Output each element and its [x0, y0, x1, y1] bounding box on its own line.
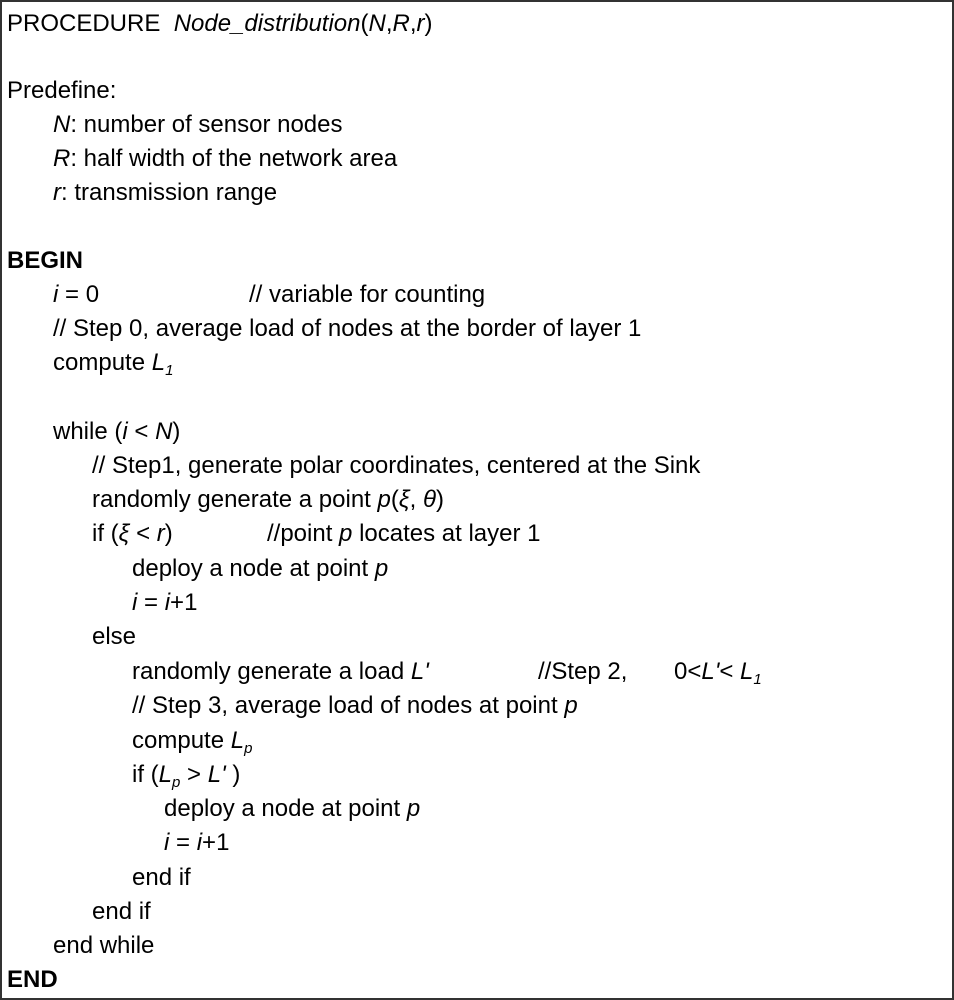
while-statement: [53, 415, 180, 449]
subscript-p: p: [244, 740, 253, 757]
compute-label: compute: [53, 349, 152, 376]
subscript-1: 1: [753, 671, 762, 688]
cond-text: 0<: [674, 658, 702, 685]
paren: ): [232, 761, 241, 788]
param-r: r: [416, 10, 425, 37]
var-i: i: [196, 829, 203, 856]
generate-load: [132, 655, 429, 689]
var-N: N: [155, 418, 173, 445]
var-i: i: [122, 418, 128, 445]
var-i: i: [164, 829, 170, 856]
procedure-keyword: PROCEDURE: [7, 10, 161, 37]
step0-comment: // Step 0, average load of nodes at the border of layer 1: [53, 315, 642, 342]
var-N: N: [53, 111, 71, 138]
op-lt: <: [127, 418, 156, 445]
init-value: = 0: [58, 281, 100, 308]
end-keyword: END: [7, 966, 58, 993]
init-comment: // variable for counting: [249, 281, 486, 308]
gen-load-text: randomly generate a load: [132, 658, 411, 685]
plus-one: +1: [170, 589, 198, 616]
end-if-inner: end if: [132, 864, 191, 891]
deploy-node-2: [164, 792, 420, 826]
if-keyword: if (: [132, 761, 159, 788]
predefine-item-r: [53, 176, 277, 210]
step2-comment: //Step 2,: [538, 658, 628, 685]
var-p: p: [564, 692, 578, 719]
deploy-text: deploy a node at point: [164, 795, 407, 822]
subscript-p: p: [172, 774, 181, 791]
var-p: p: [406, 795, 421, 822]
op-gt: >: [180, 761, 208, 788]
compute-L1: [53, 346, 173, 380]
var-L-prime: L': [701, 658, 720, 685]
var-p: p: [377, 486, 391, 513]
var-xi: ξ: [398, 486, 410, 513]
comment-text: // Step 3, average load of nodes at point: [132, 692, 565, 719]
var-L: L: [230, 727, 245, 754]
compute-label: compute: [132, 727, 231, 754]
gen-point-text: randomly generate a point: [92, 486, 378, 513]
subscript-1: 1: [165, 362, 174, 379]
step1-comment: // Step1, generate polar coordinates, centered at the Sink: [92, 452, 701, 479]
end-while: end while: [53, 932, 155, 959]
increment-2: [164, 826, 229, 860]
var-r: r: [53, 179, 61, 206]
var-theta: θ: [422, 486, 436, 513]
var-xi: ξ: [118, 520, 130, 547]
if-load-check: [132, 758, 240, 792]
else-keyword: else: [92, 623, 137, 650]
var-L-prime: L': [207, 761, 226, 788]
desc-r: : transmission range: [61, 179, 278, 206]
deploy-node-1: [132, 552, 388, 586]
var-R: R: [53, 145, 71, 172]
var-L: L: [158, 761, 173, 788]
procedure-name: Node_distribution: [173, 10, 361, 37]
compute-Lp: [132, 724, 252, 758]
op-eq: =: [169, 829, 197, 856]
var-p: p: [374, 555, 389, 582]
generate-point: randomly generate a point p(ξ, θ): [92, 486, 444, 513]
predefine-label: Predefine:: [7, 77, 117, 104]
op-lt: <: [719, 658, 740, 685]
var-i: i: [164, 589, 171, 616]
param-R: R: [392, 10, 410, 37]
begin-keyword: BEGIN: [7, 247, 84, 274]
increment-1: [132, 586, 197, 620]
var-r: r: [156, 520, 165, 547]
desc-R: : half width of the network area: [70, 145, 398, 172]
var-L-prime: L': [410, 658, 429, 685]
comment-text: locates at layer 1: [352, 520, 541, 547]
step3-comment: [132, 689, 578, 723]
if-layer1: if (ξ < r): [92, 520, 173, 547]
comment-text: //point: [267, 520, 340, 547]
step2-condition: [674, 655, 762, 689]
if-keyword: if (: [92, 520, 119, 547]
param-N: N: [368, 10, 386, 37]
predefine-item-N: [53, 108, 343, 142]
var-L: L: [151, 349, 166, 376]
end-if-outer: end if: [92, 898, 151, 925]
while-keyword: while (: [53, 418, 123, 445]
var-L: L: [740, 658, 754, 685]
var-p: p: [339, 520, 353, 547]
var-i: i: [53, 281, 59, 308]
var-i: i: [132, 589, 138, 616]
predefine-item-R: [53, 142, 397, 176]
paren: ): [172, 418, 181, 445]
plus-one: +1: [202, 829, 230, 856]
layer1-comment: [267, 517, 541, 551]
procedure-header: PROCEDURE Node_distribution(N,R,r): [7, 10, 433, 37]
op-eq: =: [137, 589, 165, 616]
desc-N: : number of sensor nodes: [70, 111, 343, 138]
init-counter: [53, 278, 99, 312]
paren: ): [164, 520, 173, 547]
deploy-text: deploy a node at point: [132, 555, 375, 582]
